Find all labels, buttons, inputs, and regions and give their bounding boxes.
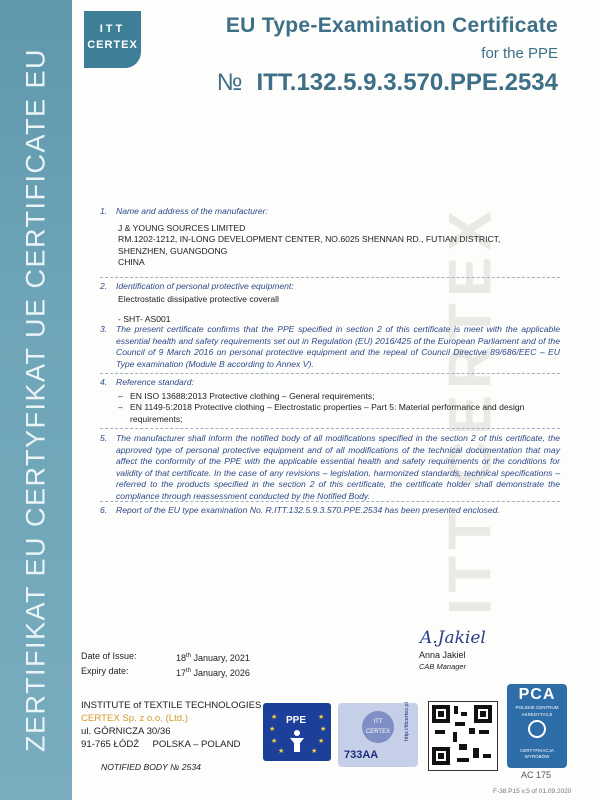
pca-sub-1: POLSKIE CENTRUM <box>515 705 559 710</box>
side-band <box>0 0 72 800</box>
certex-circle <box>362 711 394 743</box>
manufacturer-address-line-2: SHENZHEN, GUANGDONG <box>118 245 228 256</box>
logo-line-1: ITT <box>99 23 126 35</box>
section-2-number: 2. <box>100 281 108 291</box>
handwritten-signature: A.Jakiel <box>420 628 486 648</box>
institute-street: ul. GÓRNICZA 30/36 <box>81 726 171 737</box>
person-icon <box>288 729 306 753</box>
institute-city-row <box>81 738 261 751</box>
form-code: F-38.P15 v.5 of 01.09.2020 <box>493 788 572 795</box>
section-3 <box>100 324 560 370</box>
star-icon: ★ <box>269 726 276 733</box>
issue-date-value <box>176 650 250 665</box>
product-model: - SHT- AS001 <box>118 314 171 324</box>
institute-block <box>81 699 261 751</box>
institute-country: POLSKA – POLAND <box>152 739 241 750</box>
section-3-text: The present certificate confirms that the PPE specified in section 2 of this certificate is meet with the applicable essential health and safety requirements set out in Regulation (EU) 2016/425 of the European Parliament and of the Council of 9 March 2016 on personal protective equipment and the repeal of Council Directive 89/686/EEC – EU Type examination (Module B according to Annex V). <box>116 324 560 369</box>
star-icon: ★ <box>271 738 278 745</box>
expiry-date-value <box>176 665 250 680</box>
certificate-subtitle: for the PPE <box>481 45 558 62</box>
signer-block <box>419 649 466 673</box>
section-1-label: Name and address of the manufacturer: <box>116 206 268 216</box>
certex-url: http://ittcertex.pl <box>404 702 410 741</box>
section-2 <box>100 281 560 326</box>
section-5-number: 5. <box>100 433 108 443</box>
star-icon: ★ <box>311 748 318 755</box>
section-4 <box>100 377 560 425</box>
issue-month-year: January, 2021 <box>191 653 250 663</box>
signer-role: CAB Manager <box>419 662 467 671</box>
pca-caption <box>509 748 565 759</box>
institute-city: 91-765 ŁÓDŹ <box>81 739 140 750</box>
product-name: Electrostatic dissipative protective coverall <box>118 293 279 304</box>
section-5 <box>100 433 560 502</box>
notified-body-number: NOTIFIED BODY № 2534 <box>101 762 201 772</box>
star-icon: ★ <box>318 714 325 721</box>
star-icon: ★ <box>320 726 327 733</box>
star-icon: ★ <box>318 738 325 745</box>
number-symbol: № <box>216 69 243 96</box>
expiry-date-label: Expiry date: <box>81 666 129 676</box>
divider <box>100 428 560 429</box>
issue-day-suffix: th <box>186 653 192 659</box>
qr-code <box>428 701 498 771</box>
section-1-number: 1. <box>100 206 108 216</box>
manufacturer-country: CHINA <box>118 257 145 267</box>
pca-caption-1: CERTYFIKACJA <box>520 748 554 753</box>
pca-accreditation-badge <box>507 684 567 768</box>
section-1 <box>100 206 560 269</box>
star-icon: ★ <box>271 714 278 721</box>
expiry-date-row <box>81 665 250 680</box>
section-6-number: 6. <box>100 505 108 515</box>
certex-circle-line-2: CERTEX <box>365 729 391 735</box>
institute-name: INSTITUTE of TEXTILE TECHNOLOGIES <box>81 700 262 711</box>
gear-icon <box>528 720 546 738</box>
institute-company: CERTEX Sp. z o.o. (Ltd.) <box>81 713 188 724</box>
star-icon: ★ <box>278 748 285 755</box>
divider <box>100 501 560 502</box>
standard-text: EN 1149-5:2018 Protective clothing – Electrostatic properties – Part 5: Material performance and design requirements; <box>130 402 525 424</box>
section-4-label: Reference standard: <box>116 377 194 387</box>
watermark: ITT CERTEX <box>436 204 504 616</box>
pca-caption-2: WYROBÓW <box>524 753 550 759</box>
expiry-day-suffix: th <box>186 668 192 674</box>
expiry-month-year: January, 2026 <box>191 668 250 678</box>
issue-day: 18 <box>176 653 187 663</box>
pca-title: PCA <box>518 686 556 703</box>
standard-text: EN ISO 13688:2013 Protective clothing – General requirements; <box>130 390 375 401</box>
issue-date-row <box>81 650 250 665</box>
ppe-eu-logo <box>263 703 331 761</box>
dates-block <box>81 650 250 680</box>
section-6 <box>100 505 560 517</box>
divider <box>100 277 560 278</box>
section-6-text: Report of the EU type examination No. R.ITT.132.5.9.3.570.PPE.2534 has been presented enclosed. <box>116 505 500 515</box>
section-4-number: 4. <box>100 377 108 387</box>
ppe-logo-text: PPE <box>286 715 307 726</box>
certificate-title: EU Type-Examination Certificate <box>225 14 558 37</box>
standard-item: – EN ISO 13688:2013 Protective clothing – General requirements; <box>118 390 375 401</box>
itt-certex-logo <box>84 11 141 68</box>
manufacturer-name: J & YOUNG SOURCES LIMITED <box>118 222 246 233</box>
certex-code: 733AA <box>344 749 379 761</box>
certex-accreditation-badge <box>338 703 418 767</box>
section-5-text: The manufacturer shall inform the notified body of all modifications specified in the section 2 of this certificate, the approved type of personal protective equipment and of all modifications of the technical documentation that may affect the conformity of the PPE with the applicable essential health and safety requirements or the conditions for validity of that certificate. In the case of any revisions – legislation, harmonized standards, technical specifications – referred to the products specified in the section 2 of this certificate, the certificate holder shall demonstrate the compliance through reassessment conducted by the Notified Body. <box>116 433 560 501</box>
signer-name: Anna Jakiel <box>419 650 466 660</box>
standard-item: – EN 1149-5:2018 Protective clothing – Electrostatic properties – Part 5: Material performance and design requirements; <box>118 402 560 425</box>
pca-sub-2: AKREDYTACJI <box>521 711 553 717</box>
number-value: ITT.132.5.9.3.570.PPE.2534 <box>256 69 558 96</box>
certificate-number <box>190 69 558 97</box>
manufacturer-address-line-1: RM.1202-1212, IN-LONG DEVELOPMENT CENTER, NO.6025 SHENNAN RD., FUTIAN DISTRICT, <box>118 234 501 244</box>
certex-circle-line-1: ITT <box>373 719 383 725</box>
section-3-number: 3. <box>100 324 108 334</box>
expiry-day: 17 <box>176 668 187 678</box>
side-band-text: ZERTIFIKAT EU CERTYFIKAT UE CERTIFICATE EU <box>20 47 51 753</box>
section-2-label: Identification of personal protective equipment: <box>116 281 294 291</box>
logo-line-2: CERTEX <box>87 39 138 51</box>
divider <box>100 373 560 374</box>
ac-code: AC 175 <box>521 770 552 780</box>
issue-date-label: Date of Issue: <box>81 651 137 661</box>
